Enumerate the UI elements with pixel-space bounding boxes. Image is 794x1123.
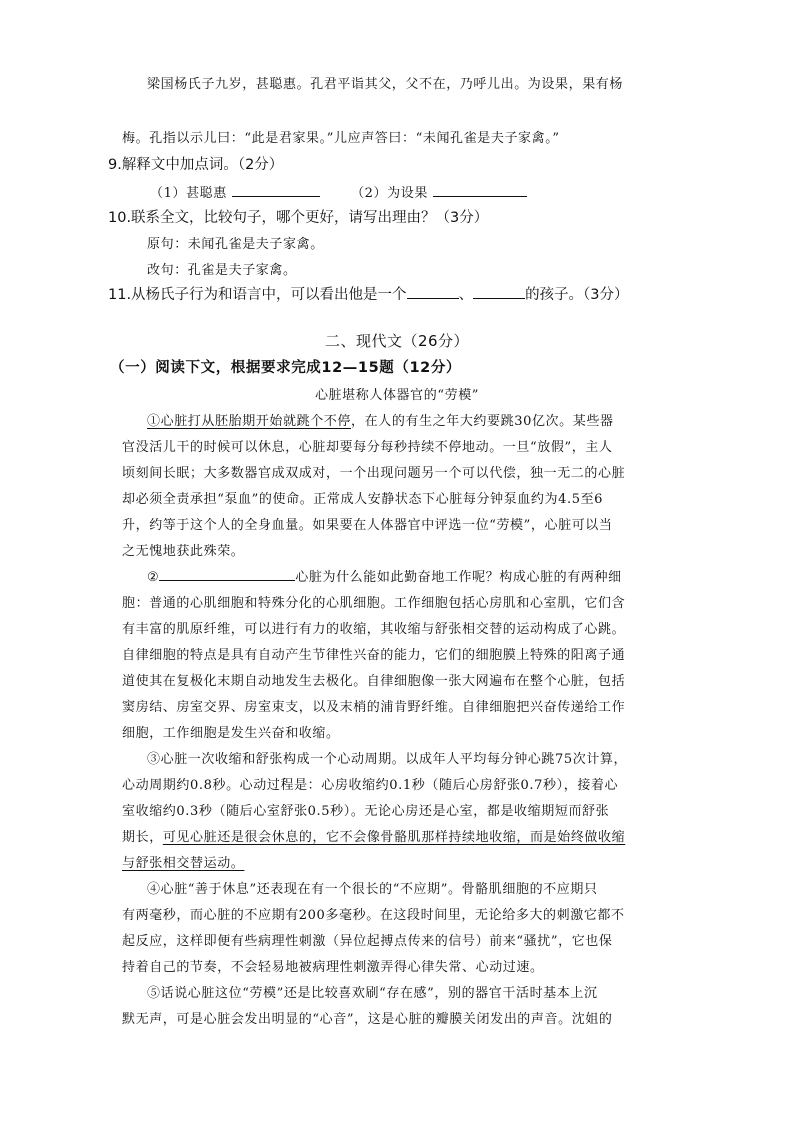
paragraph-2-line-4: 自律细胞的特点是具有自动产生节律性兴奋的能力，它们的细胞膜上特殊的阳离子通 [122,648,626,663]
paragraph-3-line-3: 室收缩约0.3秒（随后心室舒张0.5秒）。无论心房还是心室，都是收缩期短而舒张 [122,804,610,819]
answer-blank-11-2[interactable] [473,286,525,299]
paragraph-1-line-2: 官没活儿干的时候可以休息，心脏却要每分每秒持续不停地动。一旦“放假”，主人 [122,440,613,455]
paragraph-4-line-2: 有两毫秒，而心脏的不应期有200多毫秒。在这段时间里，无论给多大的刺激它都不 [122,908,625,923]
question-11-text-a: 11.从杨氏子行为和语言中，可以看出他是一个 [108,287,407,303]
question-10-original: 原句：未闻孔雀是夫子家禽。 [147,237,324,252]
classical-text-line-2: 梅。孔指以示儿曰：“此是君家果。”儿应声答曰：“未闻孔雀是夫子家禽。” [122,131,560,146]
paragraph-2-line-2: 胞：普通的心肌细胞和特殊分化的心肌细胞。工作细胞包括心房肌和心室肌，它们含 [122,596,626,611]
question-9-item-1: （1）甚聪惠 [150,186,227,201]
question-11-sep: 、 [458,287,474,303]
answer-blank-9-1[interactable] [232,184,320,197]
answer-blank-paragraph-2[interactable] [159,568,295,581]
paragraph-4-line-1: ④心脏“善于休息”还表现在有一个很长的“不应期”。骨骼肌细胞的不应期只 [147,882,598,897]
paragraph-1-line-4: 却必须全责承担“泵血”的使命。正常成人安静状态下心脏每分钟泵血约为4.5至6 [122,492,604,507]
paragraph-2-line-7: 细胞，工作细胞是发生兴奋和收缩。 [122,726,340,741]
paragraph-1-line-6: 之无愧地获此殊荣。 [122,544,245,559]
paragraph-2-line-1: ② 心脏为什么能如此勤奋地工作呢？构成心脏的有两种细 [147,570,622,585]
question-11-text-b: 的孩子。（3分） [525,287,629,303]
paragraph-2-line-5: 道使其在复极化末期自动地发生去极化。自律细胞像一张大网遍布在整个心脏，包括 [122,674,626,689]
question-10-title: 10.联系全文，比较句子，哪个更好，请写出理由？（3分） [108,210,489,226]
paragraph-3-line-5: 与舒张相交替运动。 [122,856,245,871]
classical-text-line-1: 梁国杨氏子九岁，甚聪惠。孔君平诣其父，父不在，乃呼儿出。为设果，果有杨 [147,77,624,92]
paragraph-1-line-3: 顷刻间长眠；大多数器官成双成对，一个出现问题另一个可以代偿，独一无二的心脏 [122,466,626,481]
paragraph-5-line-1: ⑤话说心脏这位“劳模”还是比较喜欢刷“存在感”，别的器官干活时基本上沉 [147,986,598,1001]
paragraph-3-underlined: 可见心脏还是很会休息的，它不会像骨骼肌那样持续地收缩，而是始终做收缩 [162,830,626,845]
paragraph-4-line-4: 持着自己的节奏，不会轻易地被病理性刺激弄得心律失常、心动过速。 [122,960,544,975]
paragraph-1-line-1: ①心脏打从胚胎期开始就跳个不停，在人的有生之年大约要跳30亿次。某些器 [147,414,614,429]
answer-blank-11-1[interactable] [407,286,459,299]
article-title: 心脏堪称人体器官的“劳模” [314,388,480,403]
paragraph-3-line-4: 期长，可见心脏还是很会休息的，它不会像骨骼肌那样持续地收缩，而是始终做收缩 [122,830,626,845]
paragraph-5-line-2: 默无声，可是心脏会发出明显的“心音”，这是心脏的瓣膜关闭发出的声音。沈姐的 [122,1012,613,1027]
paragraph-1-line-5: 升，约等于这个人的全身血量。如果要在人体器官中评选一位“劳模”，心脏可以当 [122,518,613,533]
section-2-heading: 二、现代文（26分） [324,332,470,350]
paragraph-3-line-1: ③心脏一次收缩和舒张构成一个心动周期。以成年人平均每分钟心跳75次计算， [147,752,628,767]
question-10-revised: 改句：孔雀是夫子家禽。 [147,263,297,278]
answer-blank-9-2[interactable] [433,184,527,197]
question-9-item-2: （2）为设果 [351,186,428,201]
paragraph-4-line-3: 起反应，这样即便有些病理性刺激（异位起搏点传来的信号）前来“骚扰”，它也保 [122,934,613,949]
paragraph-2-line-6: 窦房结、房室交界、房室束支，以及末梢的浦肯野纤维。自律细胞把兴奋传递给工作 [122,700,626,715]
paragraph-3-line-2: 心动周期约0.8秒。心动过程是：心房收缩约0.1秒（随后心房舒张0.7秒），接着心 [122,778,619,793]
question-9-items [150,182,527,201]
question-11 [108,283,629,304]
paragraph-2-line-3: 有丰富的肌原纤维，可以进行有力的收缩，其收缩与舒张相交替的运动构成了心跳。 [122,622,626,637]
paragraph-1-underlined: ①心脏打从胚胎期开始就跳个不停 [147,414,352,429]
section-2-subheading: （一）阅读下文，根据要求完成12—15题（12分） [110,360,462,376]
question-9-title: 9.解释文中加点词。（2分） [108,157,284,173]
